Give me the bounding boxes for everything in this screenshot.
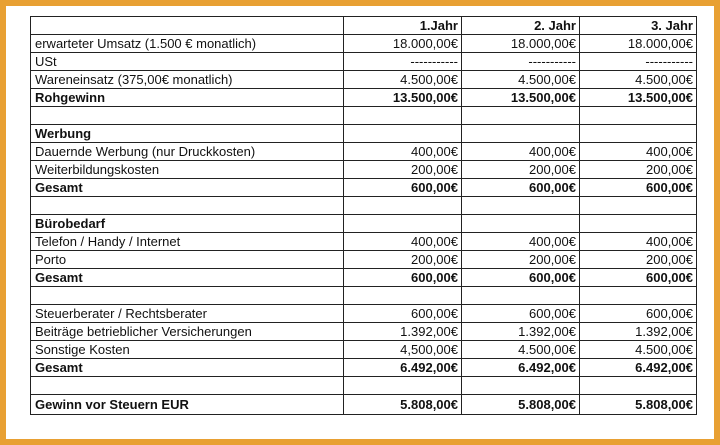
row-label: Sonstige Kosten xyxy=(31,341,344,359)
row-value-year-1 xyxy=(344,197,462,215)
row-value-year-3: 4.500,00€ xyxy=(580,71,697,89)
row-label: Porto xyxy=(31,251,344,269)
row-value-year-3: ----------- xyxy=(580,53,697,71)
row-value-year-1 xyxy=(344,107,462,125)
row-value-year-2: 5.808,00€ xyxy=(462,395,580,415)
row-value-year-1: 13.500,00€ xyxy=(344,89,462,107)
row-value-year-3 xyxy=(580,377,697,395)
row-value-year-3: 18.000,00€ xyxy=(580,35,697,53)
row-label: Telefon / Handy / Internet xyxy=(31,233,344,251)
row-value-year-1: ----------- xyxy=(344,53,462,71)
row-value-year-2: ----------- xyxy=(462,53,580,71)
row-value-year-1 xyxy=(344,125,462,143)
row-value-year-3 xyxy=(580,287,697,305)
row-value-year-2: 600,00€ xyxy=(462,269,580,287)
row-value-year-3: 200,00€ xyxy=(580,251,697,269)
row-value-year-3 xyxy=(580,197,697,215)
row-label: Wareneinsatz (375,00€ monatlich) xyxy=(31,71,344,89)
row-value-year-1: 600,00€ xyxy=(344,305,462,323)
row-value-year-1: 5.808,00€ xyxy=(344,395,462,415)
row-value-year-2: 200,00€ xyxy=(462,161,580,179)
row-value-year-1: 600,00€ xyxy=(344,179,462,197)
row-wareneinsatz xyxy=(31,71,697,89)
row-porto xyxy=(31,251,697,269)
row-value-year-3: 600,00€ xyxy=(580,269,697,287)
row-value-year-1: 200,00€ xyxy=(344,161,462,179)
row-value-year-2: 400,00€ xyxy=(462,233,580,251)
row-value-year-2 xyxy=(462,215,580,233)
row-value-year-2 xyxy=(462,197,580,215)
row-umsatz xyxy=(31,35,697,53)
row-label: Weiterbildungskosten xyxy=(31,161,344,179)
row-value-year-2: 6.492,00€ xyxy=(462,359,580,377)
row-label: Gesamt xyxy=(31,179,344,197)
row-value-year-3: 200,00€ xyxy=(580,161,697,179)
row-gesamt-sonstige xyxy=(31,359,697,377)
row-value-year-3: 13.500,00€ xyxy=(580,89,697,107)
row-dauernde-werbung xyxy=(31,143,697,161)
row-value-year-2: 4.500,00€ xyxy=(462,71,580,89)
row-value-year-1 xyxy=(344,215,462,233)
row-value-year-1: 600,00€ xyxy=(344,269,462,287)
row-label xyxy=(31,107,344,125)
section-heading: Bürobedarf xyxy=(31,215,344,233)
row-value-year-2: 4.500,00€ xyxy=(462,341,580,359)
row-value-year-1: 400,00€ xyxy=(344,233,462,251)
row-value-year-2: 18.000,00€ xyxy=(462,35,580,53)
row-value-year-2: 400,00€ xyxy=(462,143,580,161)
row-value-year-1 xyxy=(344,377,462,395)
row-gewinn-vor-steuern xyxy=(31,395,697,415)
row-value-year-1: 200,00€ xyxy=(344,251,462,269)
row-value-year-1: 6.492,00€ xyxy=(344,359,462,377)
row-label: Gesamt xyxy=(31,269,344,287)
row-gesamt-werbung xyxy=(31,179,697,197)
row-value-year-2: 600,00€ xyxy=(462,179,580,197)
row-spacer xyxy=(31,287,697,305)
row-value-year-1: 4.500,00€ xyxy=(344,71,462,89)
row-value-year-2 xyxy=(462,125,580,143)
row-value-year-3: 600,00€ xyxy=(580,305,697,323)
row-value-year-2: 13.500,00€ xyxy=(462,89,580,107)
row-value-year-2 xyxy=(462,107,580,125)
row-value-year-3: 6.492,00€ xyxy=(580,359,697,377)
row-gesamt-buerobedarf xyxy=(31,269,697,287)
row-value-year-3 xyxy=(580,215,697,233)
section-heading: Werbung xyxy=(31,125,344,143)
row-spacer xyxy=(31,197,697,215)
row-value-year-3: 400,00€ xyxy=(580,233,697,251)
row-label: erwarteter Umsatz (1.500 € monatlich) xyxy=(31,35,344,53)
row-rohgewinn xyxy=(31,89,697,107)
row-label: Steuerberater / Rechtsberater xyxy=(31,305,344,323)
row-telefon xyxy=(31,233,697,251)
row-label: Gesamt xyxy=(31,359,344,377)
row-value-year-2: 600,00€ xyxy=(462,305,580,323)
header-year-1: 1.Jahr xyxy=(344,17,462,35)
row-versicherungen xyxy=(31,323,697,341)
row-value-year-1: 400,00€ xyxy=(344,143,462,161)
row-value-year-1: 18.000,00€ xyxy=(344,35,462,53)
row-spacer xyxy=(31,107,697,125)
row-spacer xyxy=(31,377,697,395)
row-section-buerobedarf xyxy=(31,215,697,233)
header-year-2: 2. Jahr xyxy=(462,17,580,35)
row-value-year-3: 400,00€ xyxy=(580,143,697,161)
row-value-year-3: 600,00€ xyxy=(580,179,697,197)
row-value-year-1 xyxy=(344,287,462,305)
row-value-year-2: 1.392,00€ xyxy=(462,323,580,341)
row-ust xyxy=(31,53,697,71)
header-label-cell xyxy=(31,17,344,35)
header-row xyxy=(31,17,697,35)
row-value-year-2: 200,00€ xyxy=(462,251,580,269)
row-value-year-3: 1.392,00€ xyxy=(580,323,697,341)
row-label: Rohgewinn xyxy=(31,89,344,107)
row-steuerberater xyxy=(31,305,697,323)
row-value-year-1: 1.392,00€ xyxy=(344,323,462,341)
business-plan-table xyxy=(30,16,697,415)
row-value-year-1: 4,500,00€ xyxy=(344,341,462,359)
row-value-year-3 xyxy=(580,125,697,143)
row-label xyxy=(31,377,344,395)
row-value-year-3: 5.808,00€ xyxy=(580,395,697,415)
row-label xyxy=(31,197,344,215)
row-label: Dauernde Werbung (nur Druckkosten) xyxy=(31,143,344,161)
row-value-year-3: 4.500,00€ xyxy=(580,341,697,359)
row-section-werbung xyxy=(31,125,697,143)
header-year-3: 3. Jahr xyxy=(580,17,697,35)
row-sonstige-kosten xyxy=(31,341,697,359)
row-value-year-2 xyxy=(462,377,580,395)
row-label: Gewinn vor Steuern EUR xyxy=(31,395,344,415)
row-value-year-3 xyxy=(580,107,697,125)
row-label: Beiträge betrieblicher Versicherungen xyxy=(31,323,344,341)
row-weiterbildung xyxy=(31,161,697,179)
row-label: USt xyxy=(31,53,344,71)
row-label xyxy=(31,287,344,305)
row-value-year-2 xyxy=(462,287,580,305)
